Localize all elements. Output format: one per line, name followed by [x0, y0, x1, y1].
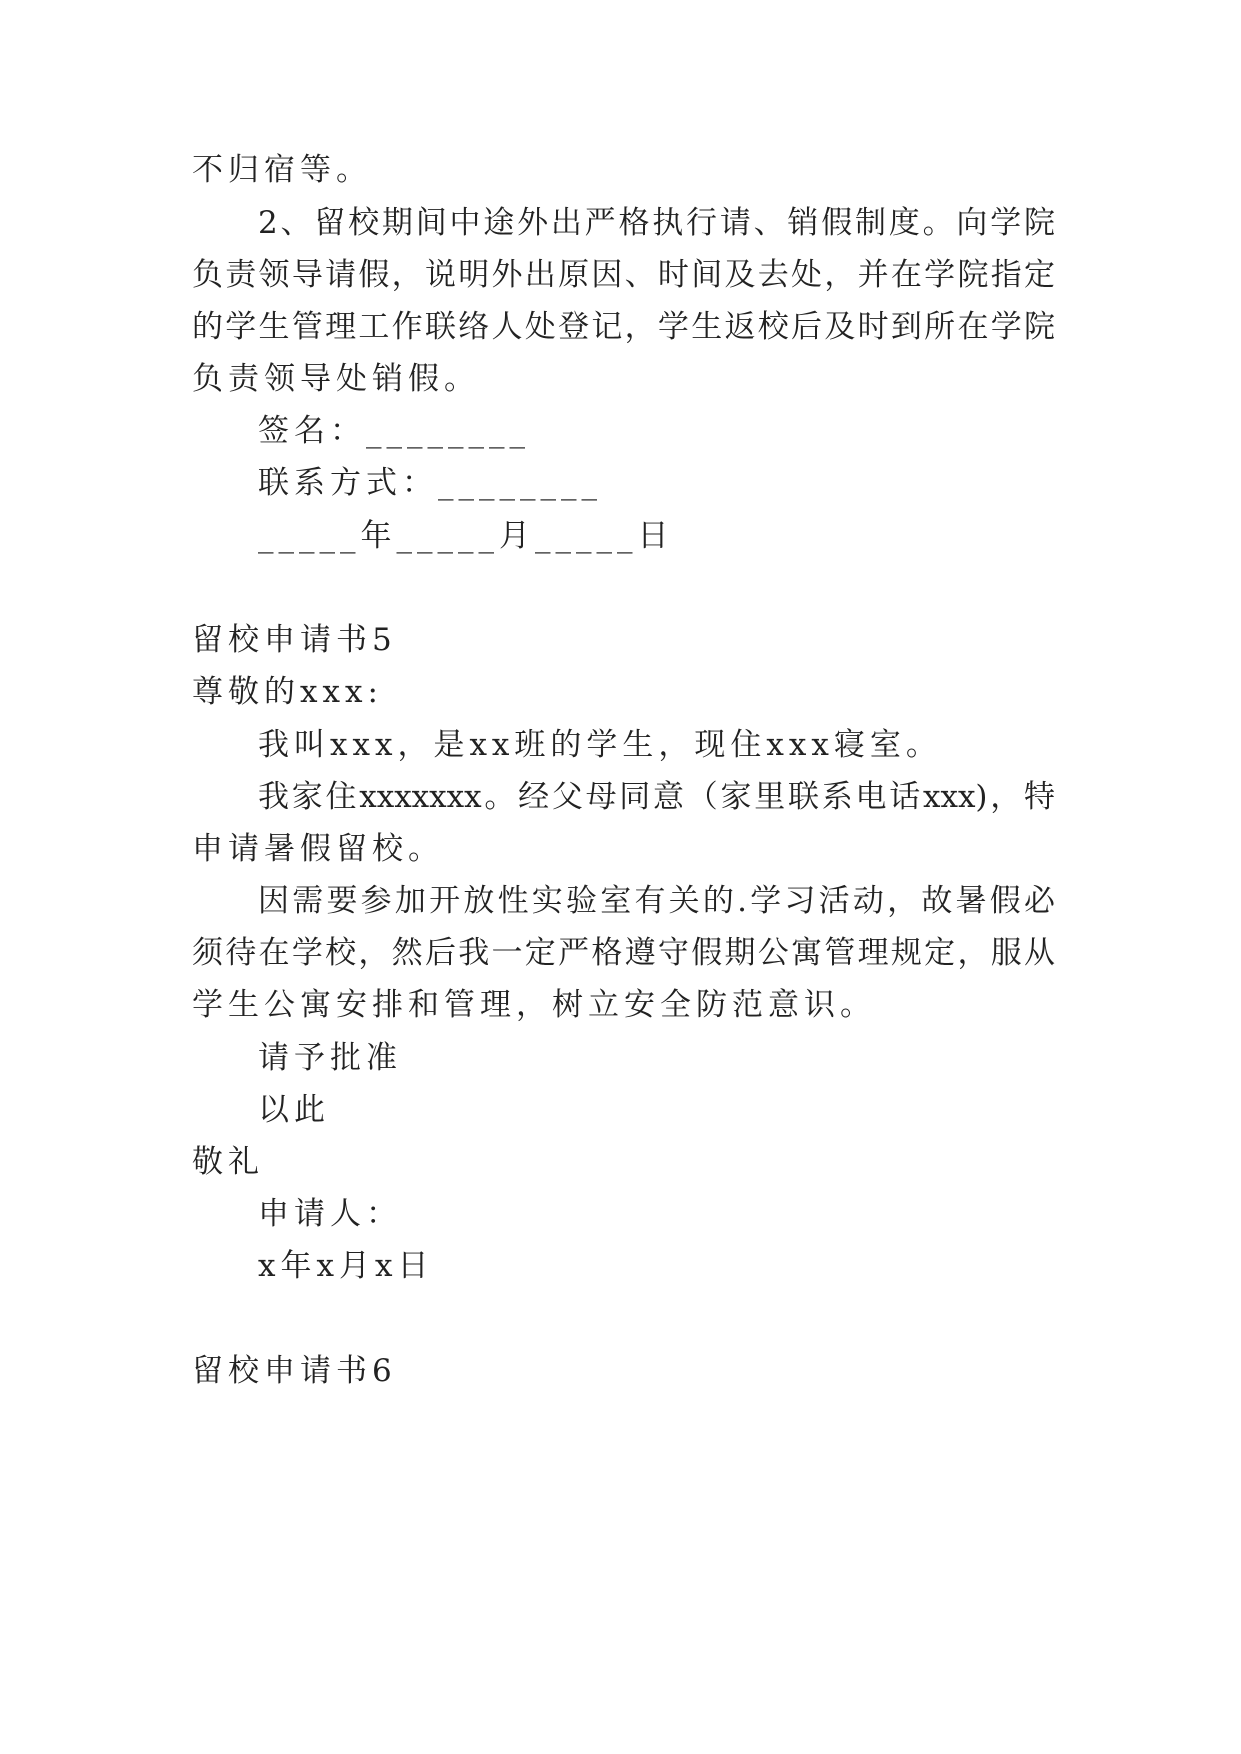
paragraph-line: 须待在学校，然后我一定严格遵守假期公寓管理规定，服从: [192, 935, 1055, 971]
paragraph-line: 的学生管理工作联络人处登记，学生返校后及时到所在学院: [192, 309, 1055, 345]
closing-salute: 敬礼: [192, 1144, 264, 1180]
section-title: 留校申请书5: [192, 622, 397, 658]
date-line: _____年_____月_____日: [258, 518, 674, 554]
section-title: 留校申请书6: [192, 1353, 397, 1389]
paragraph-line: 我叫xxx，是xx班的学生，现住xxx寝室。: [258, 727, 942, 763]
closing-phrase: 以此: [258, 1092, 330, 1128]
paragraph-line: 因需要参加开放性实验室有关的.学习活动，故暑假必: [258, 883, 1055, 919]
paragraph-line: 学生公寓安排和管理，树立安全防范意识。: [192, 987, 876, 1023]
paragraph-line: 负责领导处销假。: [192, 361, 480, 397]
paragraph-line: 我家住xxxxxxx。经父母同意（家里联系电话xxx)，特: [258, 779, 1055, 815]
applicant-label: 申请人：: [258, 1196, 402, 1232]
salutation: 尊敬的xxx:: [192, 674, 383, 710]
contact-line: 联系方式：________: [258, 465, 602, 501]
signature-line: 签名：________: [258, 413, 530, 449]
closing-request: 请予批准: [258, 1040, 402, 1076]
paragraph-line: 2、留校期间中途外出严格执行请、销假制度。向学院: [258, 205, 1055, 241]
paragraph-line: 申请暑假留校。: [192, 831, 444, 867]
paragraph-line: 负责领导请假，说明外出原因、时间及去处，并在学院指定: [192, 257, 1055, 293]
paragraph-line: 不归宿等。: [192, 152, 372, 188]
application-date: x年x月x日: [258, 1248, 434, 1284]
